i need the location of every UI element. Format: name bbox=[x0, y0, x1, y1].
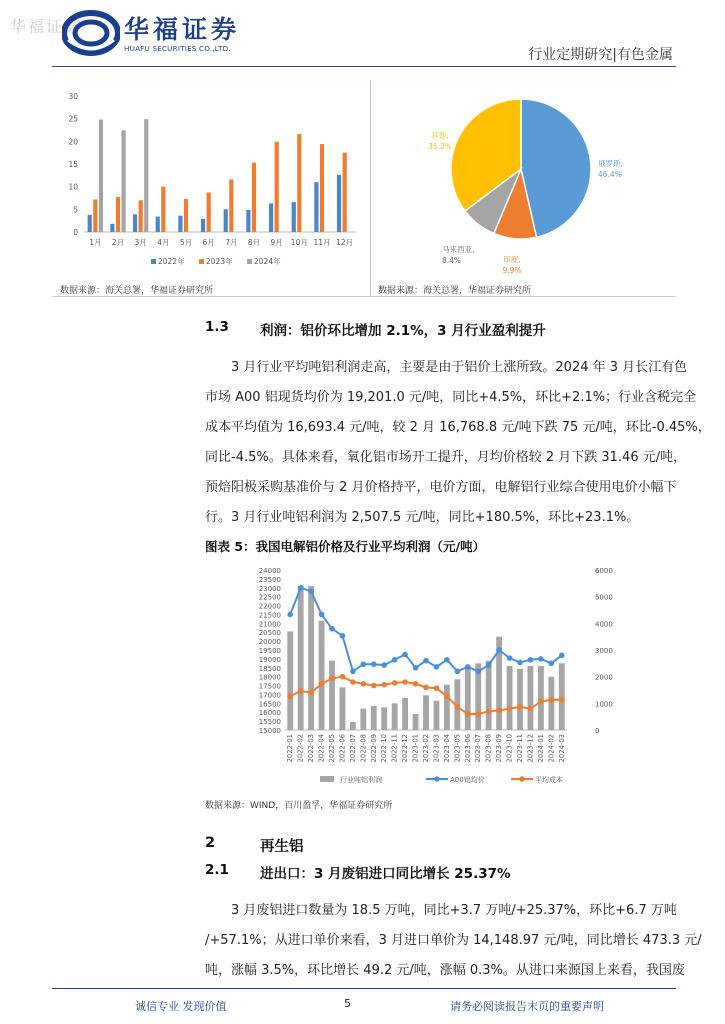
profit-bar bbox=[287, 631, 293, 730]
x-tick-label: 2022-06 bbox=[338, 734, 347, 763]
series-point bbox=[465, 664, 471, 670]
figure5-title: 图表 5：我国电解铝价格及行业平均利润（元/吨） bbox=[205, 539, 486, 554]
left-tick-label: 23500 bbox=[258, 575, 281, 584]
left-tick-label: 15500 bbox=[258, 718, 281, 727]
pie-value: 9.9% bbox=[502, 266, 522, 275]
series-point bbox=[486, 662, 492, 668]
series-point bbox=[350, 669, 356, 675]
x-tick-label: 11月 bbox=[313, 238, 331, 247]
bar bbox=[224, 209, 228, 232]
bar bbox=[144, 119, 148, 232]
paragraph-line: 同比-4.5%。具体来看，氧化铝市场开工提升，月均价格较 2 月下跌 31.46 元/吨， bbox=[205, 450, 687, 465]
left-tick-label: 23000 bbox=[258, 584, 281, 593]
bar bbox=[314, 182, 318, 232]
pie-value: 46.4% bbox=[598, 170, 622, 179]
y-tick-label: 25 bbox=[68, 114, 78, 124]
watermark: 华福证券 bbox=[10, 17, 83, 36]
series-point bbox=[496, 647, 502, 653]
header-rule bbox=[52, 66, 676, 67]
paragraph-line: 预焙阳极采购基准价与 2 月价格持平，电价方面，电解铝行业综合使用电价小幅下 bbox=[205, 480, 677, 495]
bar bbox=[133, 214, 137, 232]
bar bbox=[88, 215, 92, 232]
series-point bbox=[434, 664, 440, 670]
series-point bbox=[507, 706, 513, 712]
figure-bottom-rule bbox=[52, 296, 676, 297]
profit-bar bbox=[360, 709, 366, 730]
x-tick-label: 2023-05 bbox=[453, 734, 462, 763]
legend-label: A00铝均价 bbox=[450, 776, 485, 784]
x-tick-label: 2023-06 bbox=[463, 734, 472, 763]
legend-label: 行业吨铝利润 bbox=[340, 776, 382, 784]
footer-disclaimer: 请务必阅读报告末页的重要声明 bbox=[450, 1000, 604, 1013]
pie-label: 马来西亚， bbox=[442, 245, 480, 254]
paragraph-line: 3 月行业平均吨铝利润走高，主要是由于铝价上涨所致。2024 年 3 月长江有色 bbox=[231, 360, 688, 375]
profit-bar bbox=[371, 706, 377, 730]
x-tick-label: 6月 bbox=[202, 238, 215, 247]
bar bbox=[229, 179, 233, 232]
figure-right-source: 数据来源：海关总署，华福证券研究所 bbox=[378, 286, 532, 296]
series-point bbox=[465, 711, 471, 717]
profit-bar bbox=[381, 707, 387, 730]
paragraph-line: 市场 A00 铝现货均价为 19,201.0 元/吨，同比+4.5%，环比+2.1%；行业含税完全 bbox=[205, 390, 697, 405]
series-point bbox=[287, 693, 293, 699]
series-point bbox=[340, 674, 346, 680]
x-tick-label: 2022-09 bbox=[369, 734, 378, 763]
left-tick-label: 21500 bbox=[258, 611, 281, 620]
bar bbox=[275, 142, 279, 232]
series-point bbox=[517, 704, 523, 710]
left-tick-label: 21000 bbox=[258, 620, 281, 629]
section-number: 1.3 bbox=[205, 319, 229, 335]
series-point bbox=[475, 711, 481, 717]
bar bbox=[161, 187, 165, 232]
bar bbox=[320, 144, 324, 232]
series-point bbox=[329, 676, 335, 682]
series-point bbox=[298, 585, 304, 591]
legend-label: 2024年 bbox=[254, 257, 281, 266]
left-tick-label: 18000 bbox=[258, 673, 281, 682]
profit-bar bbox=[423, 695, 429, 730]
pie-value: 35.2% bbox=[428, 142, 452, 151]
profit-bar bbox=[340, 687, 346, 730]
series-point bbox=[381, 682, 387, 688]
bar bbox=[207, 193, 211, 232]
x-tick-label: 9月 bbox=[270, 238, 283, 247]
section-2-title: 再生铝 bbox=[260, 839, 304, 855]
legend-swatch bbox=[247, 259, 252, 264]
profit-bar bbox=[538, 666, 544, 730]
left-tick-label: 16000 bbox=[258, 709, 281, 718]
paragraph-line: 吨，涨幅 3.5%，环比增长 49.2 元/吨，涨幅 0.3%。从进口来源国上来看，我国废 bbox=[205, 963, 685, 978]
series-point bbox=[340, 633, 346, 639]
pie-label: 印度, bbox=[503, 255, 521, 264]
section-2-1-paragraph bbox=[205, 896, 702, 986]
profit-bar bbox=[434, 701, 440, 730]
x-tick-label: 4月 bbox=[157, 238, 170, 247]
report-type: 行业定期研究|有色金属 bbox=[528, 47, 673, 63]
right-tick-label: 2000 bbox=[595, 673, 613, 682]
paragraph-line: /+57.1%；从进口单价来看，3 月进口单价为 14,148.97 元/吨，同比增长 473.3 元/ bbox=[205, 933, 702, 948]
series-point bbox=[402, 652, 408, 658]
right-tick-label: 3000 bbox=[595, 647, 613, 655]
page-number: 5 bbox=[344, 997, 351, 1010]
y-tick-label: 0 bbox=[73, 228, 78, 237]
footer-slogan: 诚信专业 发现价值 bbox=[135, 1000, 227, 1013]
right-tick-label: 5000 bbox=[595, 593, 613, 602]
section-2-1-number: 2.1 bbox=[205, 862, 229, 878]
series-point bbox=[444, 693, 450, 699]
left-tick-label: 16500 bbox=[258, 700, 281, 709]
x-tick-label: 1月 bbox=[89, 238, 102, 247]
profit-bar bbox=[402, 698, 408, 730]
profit-bar bbox=[548, 677, 554, 730]
profit-bar bbox=[528, 666, 534, 730]
bar bbox=[246, 210, 250, 232]
section-2-1-title: 进出口：3 月废铝进口同比增长 25.37% bbox=[260, 866, 511, 882]
series-point bbox=[538, 699, 544, 705]
left-tick-label: 20500 bbox=[258, 629, 281, 638]
y-tick-label: 30 bbox=[68, 92, 78, 101]
series-point bbox=[319, 681, 325, 687]
series-point bbox=[423, 658, 429, 664]
series-point bbox=[413, 665, 419, 671]
x-tick-label: 2022-01 bbox=[286, 734, 295, 763]
profit-bar bbox=[319, 621, 325, 730]
bar bbox=[269, 203, 273, 232]
series-point bbox=[455, 669, 461, 675]
x-tick-label: 3月 bbox=[134, 238, 147, 247]
x-tick-label: 2022-04 bbox=[317, 734, 326, 763]
x-tick-label: 2022-08 bbox=[359, 734, 368, 763]
profit-bar bbox=[465, 666, 471, 730]
series-point bbox=[371, 683, 377, 689]
x-tick-label: 2023-08 bbox=[484, 734, 493, 763]
import-origin-pie-chart bbox=[380, 84, 675, 284]
right-tick-label: 4000 bbox=[595, 620, 613, 629]
legend-marker bbox=[519, 776, 525, 782]
legend-label: 2023年 bbox=[206, 257, 233, 266]
section-title: 利润：铝价环比增加 2.1%，3 月行业盈利提升 bbox=[260, 323, 546, 339]
series-point bbox=[298, 688, 304, 694]
section-1-3-paragraph bbox=[205, 353, 711, 533]
bar bbox=[139, 200, 143, 232]
series-point bbox=[475, 669, 481, 675]
series-point bbox=[517, 660, 523, 666]
bar bbox=[110, 224, 114, 232]
series-point bbox=[402, 679, 408, 685]
x-tick-label: 2024-02 bbox=[547, 734, 556, 763]
series-point bbox=[381, 662, 387, 668]
left-tick-label: 19500 bbox=[258, 647, 281, 655]
section-2-number: 2 bbox=[205, 835, 216, 851]
bar bbox=[178, 216, 182, 232]
profit-bar bbox=[413, 714, 419, 730]
series-point bbox=[549, 697, 555, 703]
series-point bbox=[549, 661, 555, 667]
profit-bar bbox=[350, 722, 356, 730]
bar bbox=[93, 199, 97, 232]
paragraph-line: 行。3 月行业吨铝利润为 2,507.5 元/吨，同比+180.5%，环比+23.1%。 bbox=[205, 510, 640, 525]
left-tick-label: 19000 bbox=[258, 655, 281, 664]
x-tick-label: 2022-11 bbox=[390, 734, 399, 763]
x-tick-label: 2023-01 bbox=[411, 734, 420, 763]
figure5-source: 数据来源：WIND，百川盈孚，华福证券研究所 bbox=[205, 801, 393, 811]
series-point bbox=[538, 656, 544, 662]
company-name-cn: 华福证券 bbox=[124, 15, 241, 44]
legend-label: 平均成本 bbox=[535, 776, 563, 784]
right-tick-label: 6000 bbox=[595, 567, 613, 575]
profit-bar bbox=[308, 586, 314, 730]
bar bbox=[292, 202, 296, 232]
y-tick-label: 20 bbox=[68, 137, 78, 147]
x-tick-label: 2023-04 bbox=[442, 734, 451, 763]
series-point bbox=[413, 681, 419, 687]
bar bbox=[122, 130, 126, 232]
y-tick-label: 10 bbox=[68, 182, 78, 192]
x-tick-label: 2023-10 bbox=[505, 734, 514, 763]
pie-label: 其他, bbox=[431, 131, 449, 140]
bar bbox=[201, 219, 205, 232]
left-tick-label: 17000 bbox=[258, 691, 281, 700]
right-tick-label: 1000 bbox=[595, 700, 613, 709]
x-tick-label: 2022-02 bbox=[296, 734, 305, 763]
series-point bbox=[287, 612, 293, 618]
y-tick-label: 5 bbox=[73, 205, 78, 215]
x-tick-label: 2022-03 bbox=[307, 734, 316, 763]
profit-bar bbox=[559, 663, 565, 730]
x-tick-label: 2023-11 bbox=[516, 734, 524, 763]
x-tick-label: 2023-03 bbox=[432, 734, 441, 763]
legend-marker bbox=[434, 776, 440, 782]
series-point bbox=[559, 653, 565, 659]
profit-bar bbox=[517, 669, 523, 730]
bar bbox=[343, 153, 347, 232]
x-tick-label: 2月 bbox=[111, 238, 125, 247]
profit-bar bbox=[444, 685, 450, 730]
left-tick-label: 15000 bbox=[258, 727, 281, 735]
left-tick-label: 22500 bbox=[258, 593, 281, 602]
left-tick-label: 24000 bbox=[258, 567, 281, 575]
x-tick-label: 2022-10 bbox=[380, 734, 389, 763]
figure-left-source: 数据来源：海关总署，华福证券研究所 bbox=[60, 286, 214, 296]
series-point bbox=[308, 589, 314, 595]
profit-bar bbox=[298, 586, 304, 730]
series-point bbox=[361, 661, 367, 667]
x-tick-label: 2024-01 bbox=[536, 734, 545, 763]
x-tick-label: 10月 bbox=[290, 238, 308, 247]
series-point bbox=[434, 685, 440, 691]
legend-swatch bbox=[199, 259, 204, 264]
company-name-en: HUAFU SECURITIES CO.,LTD. bbox=[124, 44, 231, 53]
left-tick-label: 17500 bbox=[258, 682, 281, 691]
legend-swatch bbox=[151, 259, 156, 264]
x-tick-label: 2022-05 bbox=[328, 734, 336, 763]
x-tick-label: 2023-12 bbox=[526, 734, 535, 763]
x-tick-label: 5月 bbox=[179, 238, 193, 247]
pie-label: 俄罗斯, bbox=[598, 159, 623, 168]
bar bbox=[116, 197, 120, 232]
bar bbox=[156, 217, 160, 232]
y-tick-label: 15 bbox=[68, 160, 78, 169]
x-tick-label: 2022-12 bbox=[401, 734, 410, 763]
right-tick-label: 0 bbox=[595, 727, 600, 735]
aluminum-price-profit-chart bbox=[205, 560, 675, 792]
series-point bbox=[423, 685, 429, 691]
series-point bbox=[361, 681, 367, 687]
series-point bbox=[455, 704, 461, 710]
x-tick-label: 12月 bbox=[336, 238, 354, 247]
series-point bbox=[444, 657, 450, 663]
series-point bbox=[496, 708, 502, 714]
x-tick-label: 2023-07 bbox=[474, 734, 483, 763]
scrap-import-bar-chart bbox=[56, 84, 366, 274]
series-point bbox=[319, 612, 325, 618]
series-point bbox=[392, 680, 398, 686]
paragraph-line: 3 月废铝进口数量为 18.5 万吨，同比+3.7 万吨/+25.37%，环比+6.7 万吨 bbox=[231, 903, 677, 918]
profit-bar bbox=[329, 661, 335, 730]
bar bbox=[99, 120, 103, 232]
x-tick-label: 7月 bbox=[225, 238, 238, 247]
bar bbox=[337, 175, 341, 232]
paragraph-line: 成本平均值为 16,693.4 元/吨，较 2 月 16,768.8 元/吨下跌 75 元/吨，环比-0.45%， bbox=[205, 420, 711, 435]
series-point bbox=[329, 626, 335, 632]
series-point bbox=[559, 697, 565, 703]
legend-label: 2022年 bbox=[158, 257, 185, 266]
left-tick-label: 22000 bbox=[258, 602, 281, 611]
left-tick-label: 20000 bbox=[258, 638, 281, 647]
series-point bbox=[308, 690, 314, 696]
bar bbox=[252, 163, 256, 232]
profit-bar bbox=[392, 703, 398, 730]
bar bbox=[184, 199, 188, 232]
series-point bbox=[371, 661, 377, 667]
series-point bbox=[350, 679, 356, 685]
profit-bar bbox=[486, 661, 492, 730]
footer-rule bbox=[52, 988, 676, 989]
series-point bbox=[486, 709, 492, 715]
series-point bbox=[392, 657, 398, 663]
series-point bbox=[507, 655, 513, 661]
series-point bbox=[528, 657, 534, 663]
figure-divider bbox=[370, 80, 371, 296]
x-tick-label: 8月 bbox=[247, 238, 261, 247]
huafu-logo-icon bbox=[62, 10, 120, 56]
legend-swatch bbox=[320, 776, 334, 782]
pie-value: 8.4% bbox=[442, 256, 462, 265]
x-tick-label: 2023-09 bbox=[495, 734, 504, 763]
bar bbox=[297, 134, 301, 232]
x-tick-label: 2023-02 bbox=[422, 734, 430, 763]
x-tick-label: 2022-07 bbox=[348, 734, 357, 763]
profit-bar bbox=[507, 666, 513, 730]
x-tick-label: 2024-03 bbox=[557, 734, 566, 763]
series-point bbox=[528, 706, 534, 712]
left-tick-label: 18500 bbox=[258, 664, 281, 673]
